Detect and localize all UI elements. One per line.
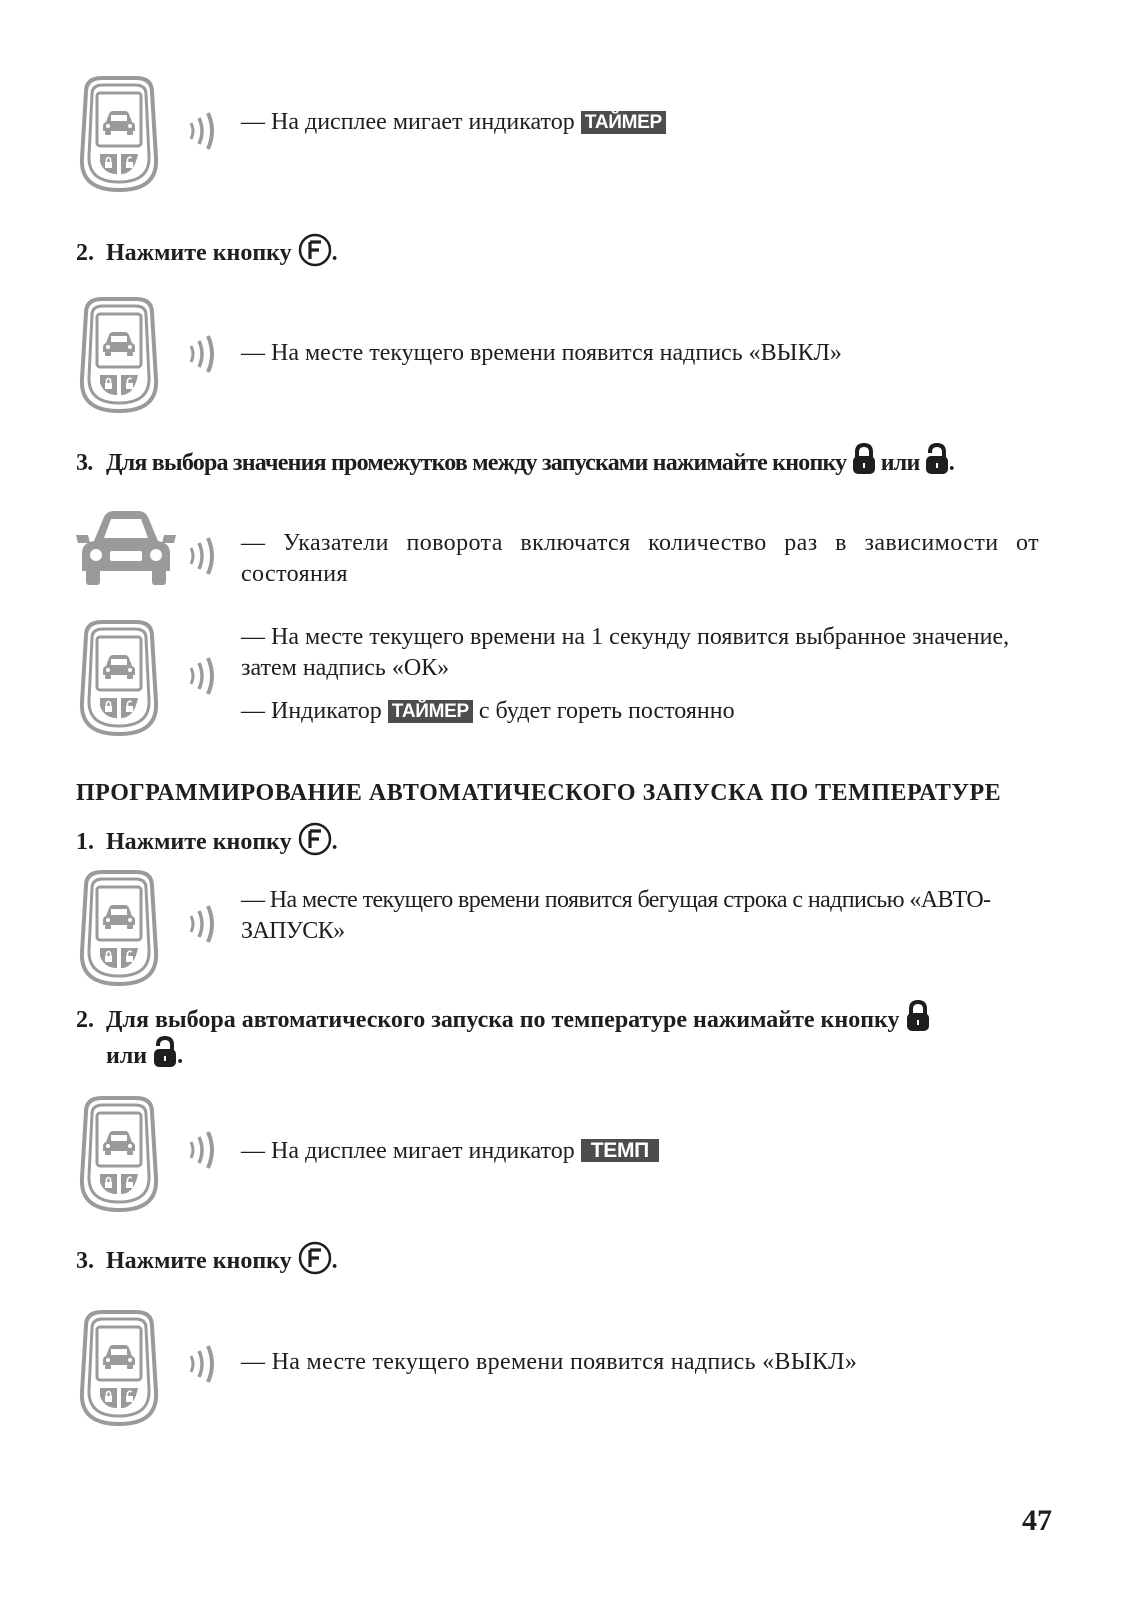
- lock-icon: [906, 1000, 930, 1032]
- timer-badge: ТАЙМЕР: [388, 700, 473, 723]
- step-3: 3. Для выбора значения промежутков между запусками нажимайте кнопку или .: [76, 443, 954, 478]
- section-heading: ПРОГРАММИРОВАНИЕ АВТОМАТИЧЕСКОГО ЗАПУСКА ПО ТЕМПЕРАТУРЕ: [76, 780, 1002, 806]
- lock-icon: [852, 443, 876, 475]
- f-button-icon: [298, 1241, 332, 1275]
- step-2: 2. Нажмите кнопку .: [76, 233, 338, 268]
- timer-indicator-text: — Индикатор ТАЙМЕР с будет гореть постоянно: [241, 698, 735, 724]
- step-1: 1. Нажмите кнопку .: [76, 822, 338, 857]
- signal-waves-icon: [186, 535, 224, 577]
- page-number: 47: [1022, 1504, 1052, 1537]
- timer-badge: ТАЙМЕР: [581, 111, 666, 134]
- result-text: — На месте текущего времени появится надпись «ВЫКЛ»: [241, 340, 842, 366]
- turn-signals-text: — Указатели поворота включатся количество раз в зависимости от состояния: [241, 530, 1039, 587]
- signal-waves-icon: [186, 110, 224, 152]
- key-fob-icon: [76, 618, 162, 738]
- signal-waves-icon: [186, 333, 224, 375]
- key-fob-icon: [76, 295, 162, 415]
- f-button-icon: [298, 233, 332, 267]
- step-3-temperature: 3. Нажмите кнопку .: [76, 1241, 338, 1276]
- unlock-icon: [153, 1036, 177, 1068]
- signal-waves-icon: [186, 655, 224, 697]
- car-icon: [74, 505, 178, 589]
- running-line-text: — На месте текущего времени появится бегущая строка с надписью «АВТО-ЗАПУСК»: [241, 887, 991, 944]
- key-fob-icon: [76, 1094, 162, 1214]
- key-fob-icon: [76, 1308, 162, 1428]
- key-fob-icon: [76, 868, 162, 988]
- temp-badge: ТЕМП: [581, 1139, 659, 1162]
- result-text: — На месте текущего времени появится надпись «ВЫКЛ»: [241, 1349, 858, 1375]
- key-fob-icon: [76, 74, 162, 194]
- temp-indicator-text: — На дисплее мигает индикатор ТЕМП: [241, 1136, 1039, 1167]
- f-button-icon: [298, 822, 332, 856]
- step-2-temperature: 2. Для выбора автоматического запуска по температуре нажимайте кнопку или .: [76, 1000, 1036, 1072]
- signal-waves-icon: [186, 903, 224, 945]
- signal-waves-icon: [186, 1129, 224, 1171]
- selected-value-text: — На месте текущего времени на 1 секунду появится выбранное значение, затем надпись «ОК»: [241, 624, 1010, 681]
- unlock-icon: [925, 443, 949, 475]
- signal-waves-icon: [186, 1343, 224, 1385]
- indicator-text: — На дисплее мигает индикатор ТАЙМЕР: [241, 107, 1039, 138]
